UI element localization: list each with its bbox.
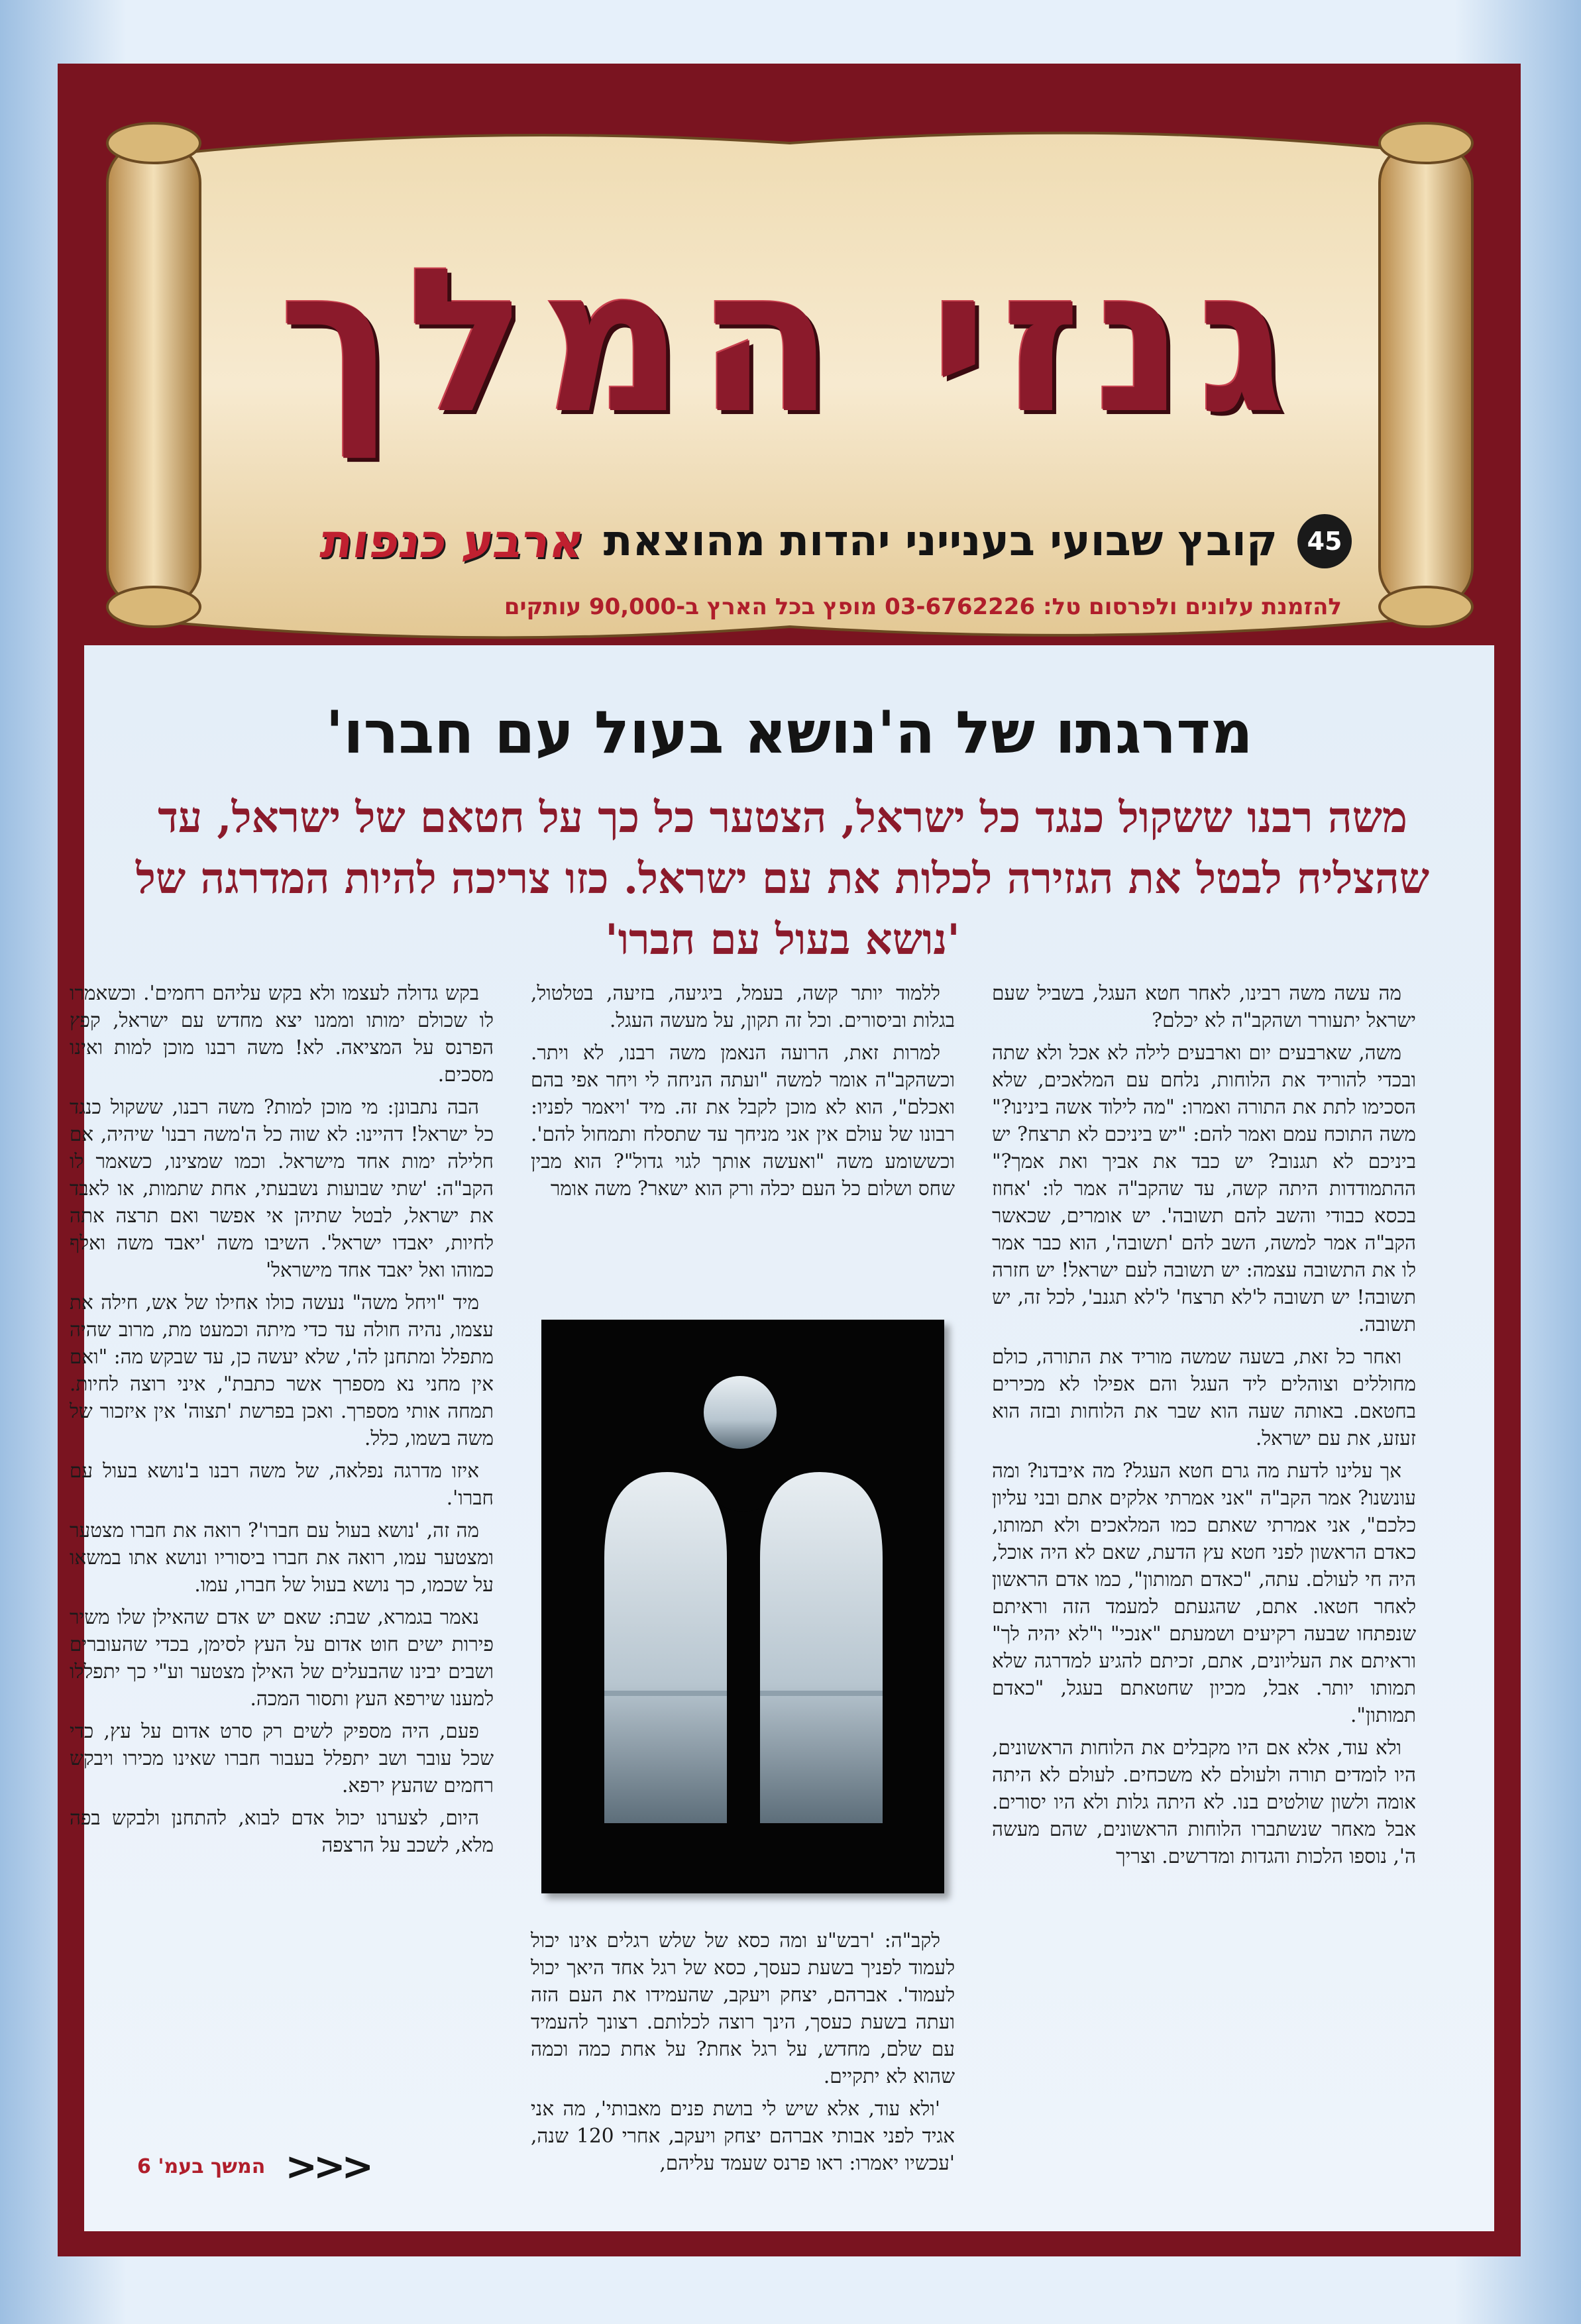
paragraph: 'ולא עוד, אלא שיש לי בושת פנים מאבותי', מה אני אגיד לפני אבותי אברהם יצחק ויעקב, אחרי 120 שנה, 'עכשיו יאמרו: ראו פרנס שעמד עליהם, <box>531 2097 955 2174</box>
paragraph: אך עלינו לדעת מה גרם חטא העגל? מה איבדנו? ומה עונשנו? אמר הקב"ה "אני אמרתי אלקים אתם ובני עליון כלכם", אני אמרתי שאתם כמו המלאכים ולא תמותו, כאדם הראשון לפני חטא עץ הדעת, שאם לא היה אוכל, היה חי לעולם. עתה, "כאדם תמותון", כמו אדם הראשון לאחר חטאו. אתם, שהגעתם למעמד הזה וראיתם שנפתחו שבעה רקיעים ושמעתם "אנכי" ו"לא יהיה לך" וראיתם את העליונים, אתם, זכיתם להגיע למדרגה שלא תמותו יותר. אבל, מכיון שחטאתם בעגל, "כאדם תמותון". <box>992 1459 1416 1726</box>
paragraph: היום, לצערנו יכול אדם לבוא, להתחנן ולבקש בפה מלא, לשכב על הרצפה <box>70 1807 494 1856</box>
arched-window-photo <box>541 1320 944 1893</box>
paragraph: הבה נתבונן: מי מוכן למות? משה רבנו, ששקול כנגד כל ישראל! דהיינו: לא שוה כל ה'משה רבנו' שיהיה, אם חלילה ימות אחד מישראל. וכמו שמצינו, כשאמר לו הקב"ה: 'שתי שבועות נשבעתי, אחת שתמות, או לאבד את ישראל, לבטל שתיהן אי אפשר ואם תרצה אתה לחיות, יאבדו ישראל'. השיבו משה 'יאבד משה ואלף כמוהו ואל יאבד אחד מישראל' <box>70 1096 494 1281</box>
article-column-left <box>70 980 494 2093</box>
masthead-subtitle-row <box>317 514 1352 568</box>
article-column-middle-bottom <box>531 1927 955 2225</box>
window-silhouette-image <box>541 1320 944 1893</box>
paragraph: איזו מדרגה נפלאה, של משה רבנו ב'נושא בעול עם חברו'. <box>70 1459 494 1509</box>
paragraph: לקב"ה: 'רבש"ע ומה כסא של שלש רגלים אינו יכול לעמוד לפניך בשעת כעסך, כסא של רגל אחד היאך יכול לעמוד'. אברהם, יצחק ויעקב, שהעמידו את העם הזה ועתה בשעת כעסך, הינך רוצה לכלותם. רצונך להעמיד עם שלם, מחדש, על רגל אחת? על אחת כמה וכמה שהוא לא יתקיים. <box>531 1929 955 2087</box>
contact-line: להזמנת עלונים ולפרסום טל: 03-6762226 מופץ בכל הארץ ב-90,000 עותקים <box>504 594 1342 620</box>
paragraph: למרות זאת, הרועה הנאמן משה רבנו, לא ויתר. וכשהקב"ה אומר למשה "ועתה הניחה לי ויחר אפי בהם ואכלם", הוא לא מוכן לקבל את זה. מיד 'ויאמר לפניו: רבונו של עולם אין אני מניחך עד שתסלח ותמחול להם'. וכששומע משה "ואעשה אותך לגוי גדול"? הוא מבין שחס ושלום כל העם יכלה ורק הוא ישאר? משה אומר <box>531 1041 955 1200</box>
paragraph: מה זה, 'נושא בעול עם חברו'? רואה את חברו מצטער ומצטער עמו, רואה את חברו ביסוריו ונושא אתו במשאו על שכמו, כך נושא בעול של חברו, עמו. <box>70 1519 494 1596</box>
page-frame <box>58 64 1521 2256</box>
article-column-right <box>992 980 1416 2159</box>
issue-number-badge: 45 <box>1297 514 1352 568</box>
paragraph: משה, שארבעים יום וארבעים לילה לא אכל ולא שתה ובכדי להוריד את הלוחות, נלחם עם המלאכים, שלא הסכימו לתת את התורה ואמרו: "מה לילוד אשה בינינו?" משה התוכח עמם ואמר להם: "יש ביניכם לא תרצח? יש ביניכם לא תגנוב? יש כבד את אביך ואת אמך?" ההתמודדות היתה קשה, עד שהקב"ה אמר לו: 'אחוז בכסא כבודי והשב להם תשובה'. יש אומרים, שכאשר הקב"ה אמר למשה, השב להם 'תשובה', הוא כבר אמר לו את התשובה עצמה: יש תשובה לעם ישראל! יש חזרה תשובה! יש תשובה ל'לא תרצח' ל'לא תגנב', לכל זה, יש תשובה. <box>992 1041 1416 1336</box>
article-headline: מדרגתו של ה'נושא בעול עם חברו' <box>325 698 1253 766</box>
paragraph: מה עשה משה רבינו, לאחר חטא העגל, בשביל שעם ישראל יתעורר ושהקב"ה לא יכלם? <box>992 982 1416 1031</box>
paragraph: ולא עוד, אלא אם היו מקבלים את הלוחות הראשונים, היו לומדים תורה ולעולם לא משכחים. לעולם לא היתה אומה ולשון שולטים בנו. לא היתה גלות ולא היו יסורים. אבל מאחר שנשתברו הלוחות הראשונים, שהם מעשה ה', נוספו הלכות והגדות ומדרשים. וצריך <box>992 1736 1416 1868</box>
masthead-title: גנזי המלך <box>278 226 1300 457</box>
masthead <box>58 64 1521 645</box>
continued-arrows-icon: <<< <box>285 2144 370 2189</box>
article-column-middle-top <box>531 980 955 1291</box>
continued-on-page-link[interactable] <box>137 2144 370 2189</box>
article-subhead: משה רבנו ששקול כנגד כל ישראל, הצטער כל כך על חטאם של ישראל, עד שהצליח לבטל את הגזירה לכלות את עם ישראל. כזו צריכה להיות המדרגה של 'נושא בעול עם חברו' <box>135 793 1430 965</box>
paragraph: ללמוד יותר קשה, בעמל, ביגיעה, בזיעה, בטלטול, בגלות וביסורים. וכל זה תקון, על מעשה העגל. <box>531 982 955 1031</box>
paragraph: נאמר בגמרא, שבת: שאם יש אדם שהאילן שלו משיר פירות ישים חוט אדום על העץ לסימן, בכדי שהעוברים ושבים יבינו שהבעלים של האילן מצטער וע"י כך יתפללו למענו שירפא העץ ותסור המכה. <box>70 1606 494 1710</box>
article-panel <box>70 645 1494 2231</box>
continued-label: המשך בעמ' 6 <box>137 2154 266 2178</box>
paragraph: מיד "ויחל משה" נעשה כולו אחילו של אש, חילה את עצמו, נהיה חולה עד כדי מיתה וכמעט מת, מרוב שהיה מתפלל ומתחנן לה', שלא יעשה כן, עד שבקש מה: "ואם אין מחני נא מספרך אשר כתבת", איני רוצה לחיות. תמחה אותי מספרך. ואכן בפרשת 'תצוה' אין איזכור של משה בשמו, כלל. <box>70 1291 494 1450</box>
paragraph: פעם, היה מספיק לשים רק סרט אדום על עץ, כדי שכל עובר ושב יתפלל בעבור חברו שאינו מכירו ויבקש רחמים שהעץ ירפא. <box>70 1720 494 1797</box>
masthead-subtitle: קובץ שבועי בענייני יהדות מהוצאת <box>603 517 1278 566</box>
publisher-logo: ארבע כנפות <box>317 514 588 568</box>
paragraph: בקש גדולה לעצמו ולא בקש עליהם רחמים'. וכשאמרו לו שכולם ימותו וממנו יצא מחדש עם ישראל, קפץ הפרנס על המציאה. לא! משה רבנו מוכן למות ואינו מסכים. <box>70 982 494 1086</box>
paragraph: ואחר כל זאת, בשעה שמשה מוריד את התורה, כולם מחוללים וצוהלים ליד העגל והם אפילו לא מכירים בחטאם. באותה שעה הוא שבר את הלוחות ובזה הוא זעזע, את עם ישראל. <box>992 1346 1416 1450</box>
